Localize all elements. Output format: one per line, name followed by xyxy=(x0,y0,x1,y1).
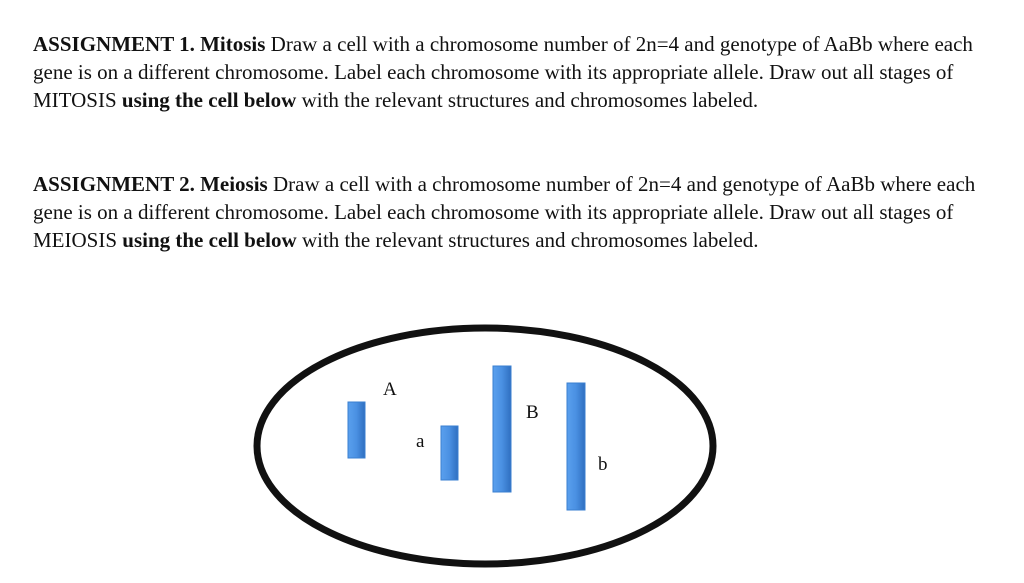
assignment-2-instructions-end: with the relevant structures and chromosomes labeled. xyxy=(296,228,759,252)
assignment-2-emphasis: using the cell below xyxy=(122,228,297,252)
assignment-1-emphasis: using the cell below xyxy=(121,88,297,112)
chromosome-a xyxy=(441,426,458,480)
allele-label-a: a xyxy=(416,431,425,452)
assignment-1-instructions: Draw a cell with a chromosome number of 2n=4 and genotype of AaBb where each gene is on a different chromosome. Label each chromosome with its appropriate allele. Draw out all stages of xyxy=(33,32,973,84)
allele-label-b: b xyxy=(598,454,608,475)
assignment-1-topic: Mitosis xyxy=(200,32,266,56)
assignment-1-instructions-end: with the relevant structures and chromosomes labeled. xyxy=(296,88,759,112)
allele-label-B: B xyxy=(526,402,539,423)
assignment-2-topic: Meiosis xyxy=(200,172,268,196)
chromosome-A xyxy=(348,402,365,458)
allele-label-A: A xyxy=(383,379,397,400)
chromosome-B xyxy=(493,366,511,492)
assignment-2-instructions: Draw a cell with a chromosome number of 2n=4 and genotype of AaBb where each gene is on a different chromosome. Label each chromosome with its appropriate allele. Draw out all stages of xyxy=(33,172,976,224)
assignment-2-stage: MEIOSIS xyxy=(33,228,118,252)
assignment-1-stage: MITOSIS xyxy=(33,88,117,112)
assignment-2-heading: ASSIGNMENT 2. xyxy=(33,172,195,196)
chromosome-b xyxy=(567,383,585,510)
assignment-1-heading: ASSIGNMENT 1. xyxy=(33,32,195,56)
cell-membrane xyxy=(257,328,713,564)
